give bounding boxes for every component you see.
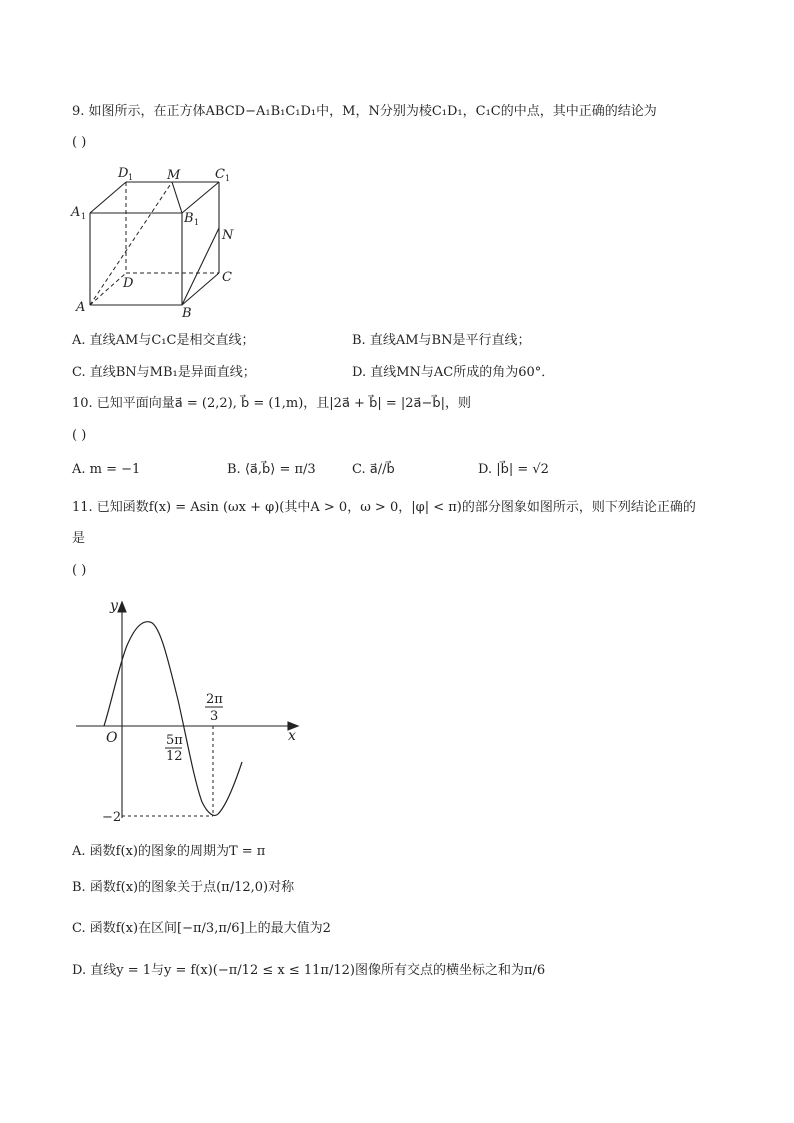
label-origin: O [106,730,118,746]
q11-option-b: B. 函数f(x)的图象关于点(π/12,0)对称 [72,880,295,895]
q9-answer-paren: ( ) [72,135,87,150]
hidden-edge-a-d [90,273,126,305]
q11-stem-line2: 是 [72,531,86,546]
label-b1-sub: 1 [194,218,200,227]
q11-option-c: C. 函数f(x)在区间[−π/3,π/6]上的最大值为2 [72,921,331,936]
q11-option-d: D. 直线y = 1与y = f(x)(−π/12 ≤ x ≤ 11π/12)图像所有交点的横坐标之和为π/6 [72,963,546,978]
label-b1: B [184,211,194,226]
cube-figure [68,160,248,320]
tick-5pi-12-num: 5π [166,733,183,748]
label-c: C [222,270,232,285]
q11-answer-paren: ( ) [72,563,87,578]
label-y: y [110,598,118,614]
q10-option-d: D. |b⃗| = √2 [478,462,549,477]
q11-stem-line1: 11. 已知函数f(x) = Asin (ωx + φ)(其中A > 0，ω > 0，|φ| < π)的部分图象如图所示，则下列结论正确的 [72,500,696,515]
segment-b-n [182,228,219,305]
tick-2pi-3-den: 3 [210,709,219,724]
label-x: x [288,728,296,744]
label-d1-sub: 1 [128,173,134,182]
label-d: D [123,276,134,291]
label-m: M [167,168,181,183]
sine-graph-figure [68,590,308,830]
q9-option-c: C. 直线BN与MB₁是异面直线； [72,365,256,380]
segment-m-b1 [172,182,182,213]
edge-c-b [182,273,219,305]
label-c1-sub: 1 [225,174,231,183]
label-b: B [182,306,192,320]
label-c1: C [215,167,225,182]
sine-curve [104,622,242,816]
q9-stem: 9. 如图所示，在正方体ABCD−A₁B₁C₁D₁中，M，N分别为棱C₁D₁，C₁C的中点，其中正确的结论为 [72,104,657,119]
q11-option-a: A. 函数f(x)的图象的周期为T = π [72,844,266,859]
q10-option-b: B. ⟨a⃗,b⃗⟩ = π/3 [227,462,316,477]
tick-5pi-12-den: 12 [166,749,183,764]
q10-stem: 10. 已知平面向量a⃗ = (2,2), b⃗ = (1,m)，且|2a⃗ + b⃗| = |2a⃗−b⃗|，则 [72,396,472,411]
label-n: N [222,228,234,243]
q10-option-c: C. a⃗//b⃗ [352,462,395,477]
label-a1-sub: 1 [81,212,87,221]
q9-option-a: A. 直线AM与C₁C是相交直线； [72,333,255,348]
label-a1: A [71,205,81,220]
y-axis-arrow [118,602,126,612]
q9-option-d: D. 直线MN与AC所成的角为60°． [352,365,555,380]
edge-c1-b1 [182,182,219,213]
label-a: A [76,300,86,315]
edge-a1-d1 [90,182,126,213]
tick-2pi-3-num: 2π [206,692,223,707]
q10-option-a: A. m = −1 [72,462,141,477]
q10-answer-paren: ( ) [72,428,87,443]
label-ymin: −2 [102,810,122,825]
q9-option-b: B. 直线AM与BN是平行直线； [352,333,531,348]
label-d1: D [118,166,129,181]
